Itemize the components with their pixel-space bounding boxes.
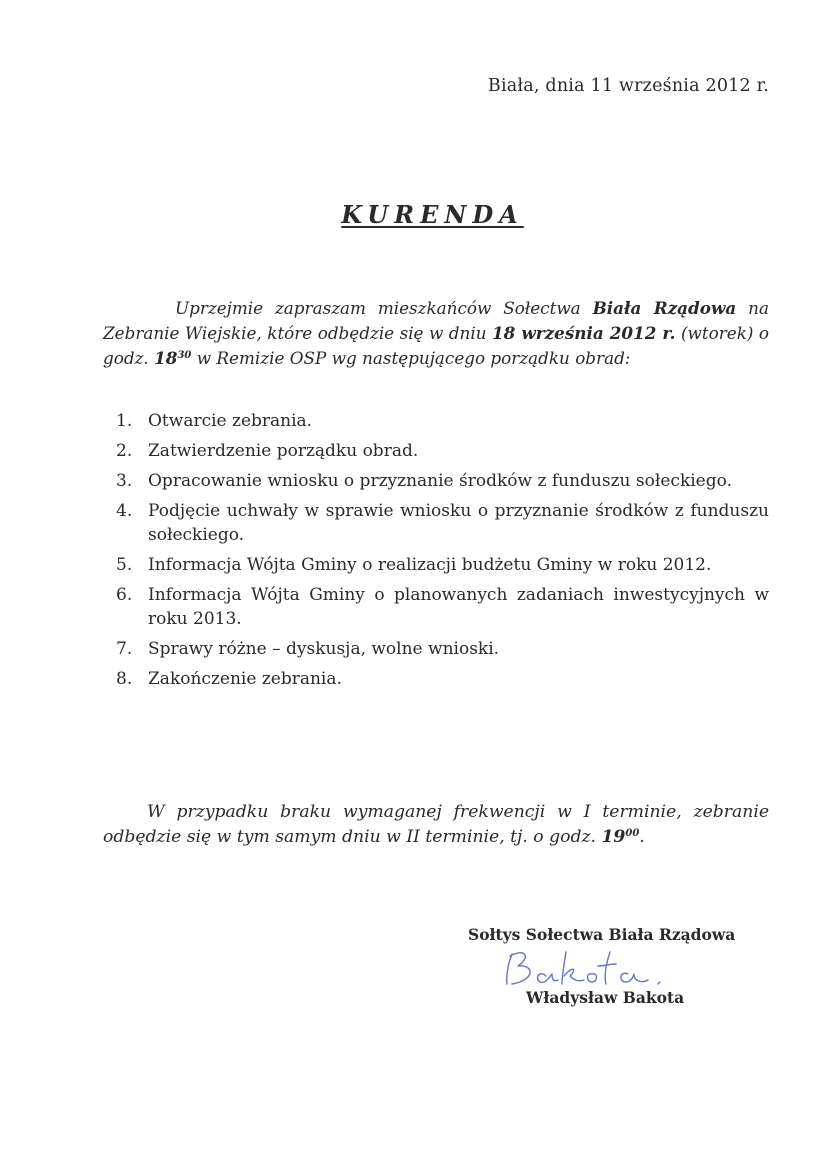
agenda-number: 2. — [116, 441, 133, 461]
signature-stroke — [658, 982, 660, 984]
signature-stroke — [562, 952, 584, 984]
meeting-minutes: 30 — [177, 349, 192, 361]
date-line: Biała, dnia 11 września 2012 r. — [487, 76, 769, 96]
agenda-item — [116, 553, 769, 577]
agenda-item — [116, 667, 769, 691]
village-name: Biała Rządowa — [592, 297, 737, 318]
second-term-hour: 19 — [601, 827, 626, 848]
agenda-text: Informacja Wójta Gminy o realizacji budżetu Gminy w roku 2012. — [148, 555, 712, 575]
agenda-text: Informacja Wójta Gminy o planowanych zadaniach inwestycyjnych w roku 2013. — [148, 585, 769, 629]
agenda-number: 3. — [116, 471, 133, 491]
agenda-item — [116, 439, 769, 463]
agenda-item — [116, 637, 769, 661]
agenda-number: 8. — [116, 669, 133, 689]
second-term-note — [103, 800, 769, 850]
handwritten-signature — [494, 944, 664, 992]
intro-text-1: Uprzejmie zapraszam mieszkańców Sołectwa — [175, 297, 593, 318]
second-term-time — [601, 827, 639, 847]
intro-text-4: w Remizie OSP wg następującego porządku obrad: — [191, 347, 631, 368]
signatory-name: Władysław Bakota — [526, 988, 685, 1007]
agenda-text: Zakończenie zebrania. — [148, 669, 342, 689]
signature-stroke — [588, 974, 597, 982]
note-end: . — [639, 827, 645, 848]
agenda-number: 6. — [116, 585, 133, 605]
signature-stroke — [538, 974, 558, 982]
agenda-text: Sprawy różne – dyskusja, wolne wnioski. — [148, 639, 500, 659]
note-text: W przypadku braku wymaganej frekwencji w I terminie, zebranie odbędzie się w tym samym dniu w II terminie, tj. o godz. — [103, 802, 769, 848]
agenda-text: Opracowanie wniosku o przyznanie środków z funduszu sołeckiego. — [148, 471, 732, 491]
agenda-text: Otwarcie zebrania. — [148, 411, 313, 431]
signature-stroke — [507, 953, 530, 984]
intro-paragraph — [103, 296, 769, 371]
agenda-number: 5. — [116, 555, 133, 575]
document-title: KURENDA — [341, 200, 524, 229]
agenda-number: 4. — [116, 501, 133, 521]
meeting-date: 18 września 2012 r. — [492, 322, 676, 343]
agenda-text: Podjęcie uchwały w sprawie wniosku o przyznanie środków z funduszu sołeckiego. — [148, 501, 769, 545]
signature-stroke — [598, 952, 616, 984]
intro-text-3: (wtorek) o godz. — [103, 322, 770, 368]
signature-stroke — [621, 973, 648, 982]
second-term-minutes: 00 — [625, 828, 640, 840]
meeting-time — [154, 348, 191, 368]
agenda-item — [116, 409, 769, 433]
signatory-role: Sołtys Sołectwa Biała Rządowa — [468, 925, 736, 944]
agenda-item — [116, 469, 769, 493]
intro-text-2: na Zebranie Wiejskie, które odbędzie się w dniu — [103, 297, 769, 343]
agenda-text: Zatwierdzenie porządku obrad. — [148, 441, 419, 461]
agenda-number: 7. — [116, 639, 133, 659]
meeting-hour: 18 — [154, 347, 178, 368]
agenda-item — [116, 583, 769, 631]
agenda-item — [116, 499, 769, 547]
agenda-number: 1. — [116, 411, 133, 431]
agenda-list — [116, 409, 769, 697]
